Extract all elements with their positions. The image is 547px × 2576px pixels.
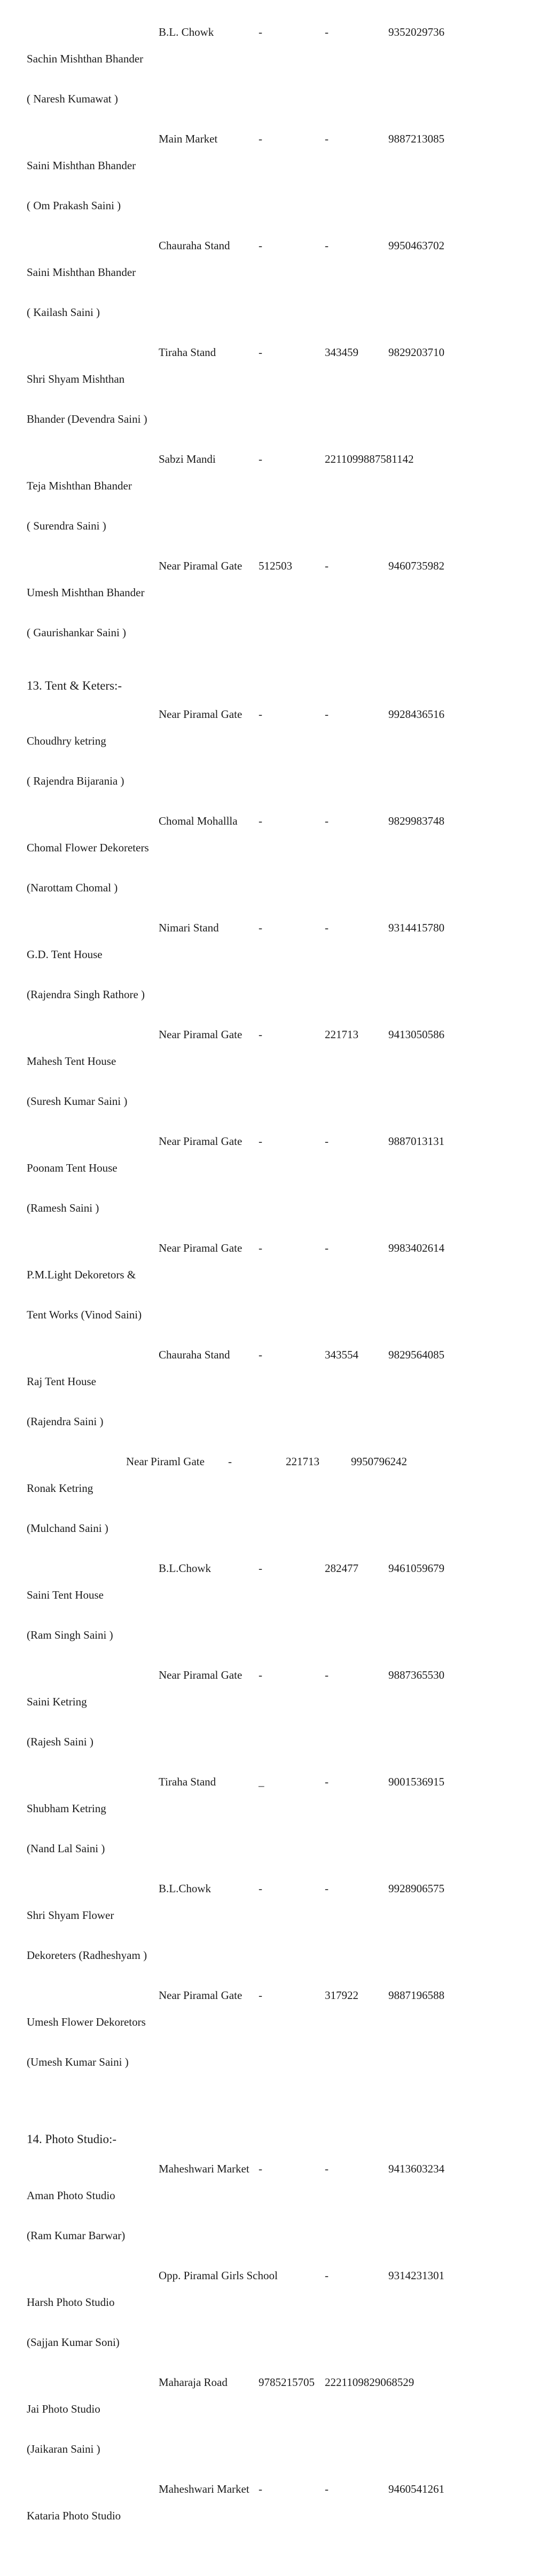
entry-name xyxy=(27,2376,159,2483)
entry-owner-name: (Narottam Chomal ) xyxy=(27,881,118,894)
entry-code-1: - xyxy=(259,453,262,465)
entry-code-2: - xyxy=(325,708,329,721)
entry-business-name: Raj Tent House xyxy=(27,1375,96,1388)
entry-business-name: Aman Photo Studio xyxy=(27,2189,115,2202)
entry-code-1: - xyxy=(259,2162,262,2175)
entry-code-1: - xyxy=(259,1989,262,2002)
directory-entry-row xyxy=(27,921,526,1028)
entry-name xyxy=(27,1882,159,1989)
entry-name xyxy=(27,346,159,453)
entry-business-name: Teja Mishthan Bhander xyxy=(27,479,132,492)
entry-name xyxy=(27,1348,159,1455)
entry-code-2: 317922 xyxy=(325,1989,358,2002)
entry-code-2: - xyxy=(325,815,329,827)
entry-phone-number: 9928436516 xyxy=(388,708,444,721)
entry-code-1: - xyxy=(259,346,262,359)
entry-code-1: - xyxy=(259,2483,262,2495)
entry-code-2: 343554 xyxy=(325,1348,358,1361)
directory-entry-row xyxy=(27,1242,526,1348)
entry-location: Near Piramal Gate xyxy=(159,1242,243,1254)
entry-business-name: Saini Mishthan Bhander xyxy=(27,159,136,172)
entry-owner-name: ( Naresh Kumawat ) xyxy=(27,92,118,105)
entry-name xyxy=(27,559,159,666)
entry-name xyxy=(27,1775,159,1882)
directory-sections xyxy=(27,26,526,2576)
directory-entry-row xyxy=(27,1135,526,1242)
entry-phone-number: 9829203710 xyxy=(388,346,444,359)
entry-name xyxy=(27,2269,159,2376)
entry-code-1: - xyxy=(259,132,262,145)
entry-phone-number: 9352029736 xyxy=(388,26,444,38)
entry-owner-name: ( Surendra Saini ) xyxy=(27,519,106,532)
entry-business-name: Shubham Ketring xyxy=(27,1802,106,1815)
entry-owner-name: (Suresh Kumar Saini ) xyxy=(27,1095,128,1108)
entry-code-2: - xyxy=(325,921,329,934)
entry-phone-number: 9950463702 xyxy=(388,239,444,252)
entry-owner-name: Dekoreters (Radheshyam ) xyxy=(27,1949,147,1962)
entry-owner-name: ( Kailash Saini ) xyxy=(27,306,100,319)
entry-business-name: G.D. Tent House xyxy=(27,948,103,961)
entry-code-2: - xyxy=(325,239,329,252)
entry-business-name: Saini Ketring xyxy=(27,1695,87,1708)
entry-name xyxy=(27,1455,126,1562)
entry-location: Chauraha Stand xyxy=(159,1348,230,1361)
entry-location: Near Piramal Gate xyxy=(159,1669,243,1681)
directory-section xyxy=(27,678,526,2096)
directory-entry-row xyxy=(27,2483,526,2576)
entry-code-1: 512503 xyxy=(259,559,292,572)
entry-location: B.L. Chowk xyxy=(159,26,214,38)
entry-code-2: - xyxy=(325,1669,329,1681)
entry-code-2: - xyxy=(325,2162,329,2175)
entry-code-1: - xyxy=(259,26,262,38)
directory-section xyxy=(27,2131,526,2576)
entry-phone-number: 9928906575 xyxy=(388,1882,444,1895)
section-rows xyxy=(27,26,526,666)
entry-owner-name: (Ramesh Saini ) xyxy=(27,1202,99,1214)
entry-name xyxy=(27,1989,159,2096)
entry-phone-number: 9887013131 xyxy=(388,1135,444,1148)
entry-owner-name: ( Rajendra Bijarania ) xyxy=(27,775,124,787)
entry-location: Maharaja Road xyxy=(159,2376,228,2389)
directory-entry-row xyxy=(27,132,526,239)
directory-section xyxy=(27,26,526,666)
directory-entry-row xyxy=(27,559,526,666)
entry-code-2: 221713 xyxy=(325,1028,358,1041)
entry-code-1: 9785215705 xyxy=(259,2376,315,2389)
entry-phone-number: 9461059679 xyxy=(388,1562,444,1575)
entry-business-name: Mahesh Tent House xyxy=(27,1055,116,1068)
entry-code-1: - xyxy=(228,1455,232,1468)
entry-business-name: Umesh Mishthan Bhander xyxy=(27,586,145,599)
directory-entry-row xyxy=(27,1669,526,1775)
section-rows xyxy=(27,708,526,2096)
section-heading: 14. Photo Studio:- xyxy=(27,2132,117,2146)
entry-code-1: - xyxy=(259,1028,262,1041)
entry-name xyxy=(27,1669,159,1775)
entry-business-name: Sachin Mishthan Bhander xyxy=(27,52,144,65)
entry-owner-name: (Rajendra Singh Rathore ) xyxy=(27,988,145,1001)
entry-code-1: - xyxy=(259,921,262,934)
entry-owner-name: (Rajesh Saini ) xyxy=(27,1735,93,1748)
entry-owner-name: Bhander (Devendra Saini ) xyxy=(27,413,147,425)
entry-code-1: - xyxy=(259,1348,262,1361)
entry-code-1: _ xyxy=(259,1775,264,1788)
entry-location: Sabzi Mandi xyxy=(159,453,216,465)
entry-name xyxy=(27,239,159,346)
entry-business-name: Kataria Photo Studio xyxy=(27,2509,121,2522)
entry-owner-name: ( Gaurishankar Saini ) xyxy=(27,626,127,639)
entry-business-name: Shri Shyam Flower xyxy=(27,1909,114,1922)
entry-name xyxy=(27,2483,159,2576)
entry-code-1: - xyxy=(259,708,262,721)
entry-code-1: - xyxy=(259,1669,262,1681)
entry-location: Near Piramal Gate xyxy=(159,1135,243,1148)
entry-location: Tiraha Stand xyxy=(159,346,216,359)
directory-entry-row xyxy=(27,2269,526,2376)
entry-business-name: Jai Photo Studio xyxy=(27,2403,100,2415)
entry-phone-number: 9413603234 xyxy=(388,2162,444,2175)
entry-code-2: 2211099887581142 xyxy=(325,453,414,465)
entry-name xyxy=(27,1242,159,1348)
entry-code-2: 343459 xyxy=(325,346,358,359)
entry-owner-name: (Sajjan Kumar Soni) xyxy=(27,2336,120,2349)
entry-name xyxy=(27,921,159,1028)
entry-phone-number: 9887365530 xyxy=(388,1669,444,1681)
entry-code-2: - xyxy=(325,1135,329,1148)
directory-entry-row xyxy=(27,2162,526,2269)
directory-entry-row xyxy=(27,2376,526,2483)
entry-business-name: Saini Tent House xyxy=(27,1589,104,1601)
entry-phone-number: 9983402614 xyxy=(388,1242,444,1254)
entry-business-name: Chomal Flower Dekoreters xyxy=(27,841,149,854)
directory-entry-row xyxy=(27,1455,526,1562)
entry-location: Maheshwari Market xyxy=(159,2162,249,2175)
directory-entry-row xyxy=(27,1989,526,2096)
entry-phone-number: 9001536915 xyxy=(388,1775,444,1788)
entry-phone-number: 9460541261 xyxy=(388,2483,444,2495)
entry-code-2: - xyxy=(325,1882,329,1895)
entry-business-name: Ronak Ketring xyxy=(27,1482,93,1495)
entry-location: Near Piraml Gate xyxy=(126,1455,205,1468)
entry-owner-name: Tent Works (Vinod Saini) xyxy=(27,1308,142,1321)
entry-code-2: - xyxy=(325,26,329,38)
entry-owner-name: (Jaikaran Saini ) xyxy=(27,2443,100,2455)
section-heading: 13. Tent & Keters:- xyxy=(27,679,122,692)
entry-business-name: Shri Shyam Mishthan xyxy=(27,373,125,385)
entry-location: B.L.Chowk xyxy=(159,1562,212,1575)
entry-phone-number: 9829564085 xyxy=(388,1348,444,1361)
entry-business-name: Umesh Flower Dekoretors xyxy=(27,2016,146,2028)
entry-name xyxy=(27,708,159,815)
entry-code-2: - xyxy=(325,2269,329,2282)
entry-owner-name: ( Om Prakash Saini ) xyxy=(27,199,121,212)
entry-name xyxy=(27,1028,159,1135)
entry-owner-name: (Nand Lal Saini ) xyxy=(27,1842,105,1855)
directory-entry-row xyxy=(27,346,526,453)
entry-location: Near Piramal Gate xyxy=(159,1989,243,2002)
entry-name xyxy=(27,453,159,559)
entry-location: B.L.Chowk xyxy=(159,1882,212,1895)
directory-entry-row xyxy=(27,1882,526,1989)
entry-business-name: P.M.Light Dekoretors & xyxy=(27,1268,136,1281)
entry-phone-number: 9950796242 xyxy=(351,1455,407,1468)
entry-location: Chauraha Stand xyxy=(159,239,230,252)
entry-location: Tiraha Stand xyxy=(159,1775,216,1788)
entry-code-1: - xyxy=(259,239,262,252)
entry-phone-number: 9314231301 xyxy=(388,2269,444,2282)
directory-entry-row xyxy=(27,815,526,921)
directory-entry-row xyxy=(27,26,526,132)
entry-name xyxy=(27,1562,159,1669)
entry-name xyxy=(27,26,159,132)
directory-entry-row xyxy=(27,1562,526,1669)
entry-location: Chomal Mohallla xyxy=(159,815,238,827)
entry-phone-number: 9413050586 xyxy=(388,1028,444,1041)
entry-location: Nimari Stand xyxy=(159,921,219,934)
entry-owner-name: (Ram Singh Saini ) xyxy=(27,1629,113,1641)
entry-code-1: - xyxy=(259,1242,262,1254)
entry-name xyxy=(27,132,159,239)
entry-location: Near Piramal Gate xyxy=(159,1028,243,1041)
entry-code-1: - xyxy=(259,815,262,827)
entry-location: Near Piramal Gate xyxy=(159,708,243,721)
directory-entry-row xyxy=(27,1775,526,1882)
entry-location: Main Market xyxy=(159,132,218,145)
entry-business-name: Saini Mishthan Bhander xyxy=(27,266,136,279)
entry-owner-name: (Mulchand Saini ) xyxy=(27,1522,108,1535)
entry-phone-number: 9887213085 xyxy=(388,132,444,145)
entry-name xyxy=(27,2162,159,2269)
entry-code-2: 221713 xyxy=(286,1455,319,1468)
entry-phone-number: 9829983748 xyxy=(388,815,444,827)
directory-entry-row xyxy=(27,453,526,559)
entry-business-name: Poonam Tent House xyxy=(27,1161,118,1174)
entry-phone-number: 9460735982 xyxy=(388,559,444,572)
entry-business-name: Choudhry ketring xyxy=(27,734,106,747)
section-rows xyxy=(27,2162,526,2576)
entry-phone-number: 9887196588 xyxy=(388,1989,444,2002)
entry-code-1: - xyxy=(259,1135,262,1148)
entry-location: Near Piramal Gate xyxy=(159,559,243,572)
entry-code-2: - xyxy=(325,1242,329,1254)
entry-code-2: - xyxy=(325,132,329,145)
entry-location: Opp. Piramal Girls School xyxy=(159,2269,278,2282)
entry-name xyxy=(27,815,159,921)
directory-entry-row xyxy=(27,1028,526,1135)
entry-code-2: 2221109829068529 xyxy=(325,2376,415,2389)
directory-entry-row xyxy=(27,708,526,815)
entry-code-2: - xyxy=(325,2483,329,2495)
entry-owner-name: (Ram Kumar Barwar) xyxy=(27,2229,126,2242)
directory-entry-row xyxy=(27,239,526,346)
entry-code-1: - xyxy=(259,1562,262,1575)
entry-business-name: Harsh Photo Studio xyxy=(27,2296,115,2309)
entry-code-2: - xyxy=(325,559,329,572)
entry-owner-name: (Rajendra Saini ) xyxy=(27,1415,104,1428)
entry-code-2: 282477 xyxy=(325,1562,358,1575)
entry-owner-name: (Umesh Kumar Saini ) xyxy=(27,2056,129,2068)
directory-entry-row xyxy=(27,1348,526,1455)
entry-code-2: - xyxy=(325,1775,329,1788)
entry-name xyxy=(27,1135,159,1242)
entry-code-1: - xyxy=(259,1882,262,1895)
entry-phone-number: 9314415780 xyxy=(388,921,444,934)
entry-location: Maheshwari Market xyxy=(159,2483,249,2495)
